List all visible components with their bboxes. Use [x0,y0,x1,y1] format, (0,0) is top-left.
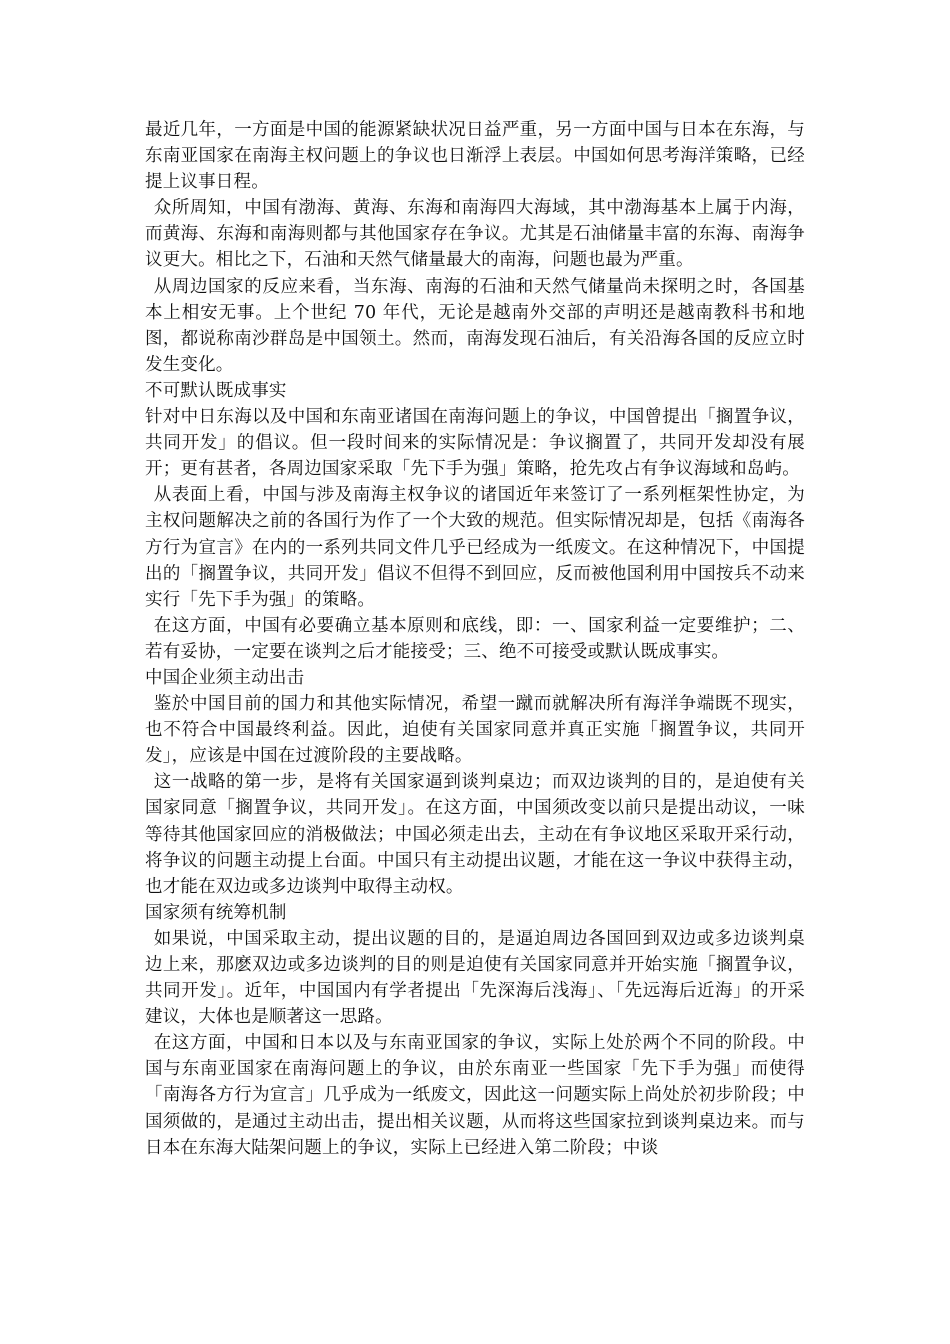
paragraph-3: 从周边国家的反应来看，当东海、南海的石油和天然气储量尚未探明之时，各国基本上相安无事。上个世纪 70 年代，无论是越南外交部的声明还是越南教科书和地图，都说称南沙群岛是中国领土。然而，南海发现石油后，有关沿海各国的反应立时发生变化。 [145,276,805,375]
paragraph-5: 从表面上看，中国与涉及南海主权争议的诸国近年来签订了一系列框架性协定，为主权问题解决之前的各国行为作了一个大致的规范。但实际情况却是，包括《南海各方行为宣言》在内的一系列共同文件几乎已经成为一纸废文。在这种情况下，中国提出的「搁置争议，共同开发」倡议不但得不到回应，反而被他国利用中国按兵不动来实行「先下手为强」的策略。 [145,485,805,610]
paragraph-7: 鉴於中国目前的国力和其他实际情况，希望一蹴而就解决所有海洋争端既不现实，也不符合中国最终利益。因此，迫使有关国家同意并真正实施「搁置争议，共同开发」，应该是中国在过渡阶段的主要战略。 [145,694,805,767]
document-page [145,117,805,1161]
paragraph-10: 在这方面，中国和日本以及与东南亚国家的争议，实际上处於两个不同的阶段。中国与东南亚国家在南海问题上的争议，由於东南亚一些国家「先下手为强」而使得「南海各方行为宣言」几乎成为一纸废文，因此这一问题实际上尚处於初步阶段；中国须做的，是通过主动出击，提出相关议题，从而将这些国家拉到谈判桌边来。而与日本在东海大陆架问题上的争议，实际上已经进入第二阶段；中谈 [145,1033,805,1158]
paragraph-2: 众所周知，中国有渤海、黄海、东海和南海四大海域，其中渤海基本上属于内海，而黄海、东海和南海则都与其他国家存在争议。尤其是石油储量丰富的东海、南海争议更大。相比之下，石油和天然气储量最大的南海，问题也最为严重。 [145,198,805,271]
paragraph-1: 最近几年，一方面是中国的能源紧缺状况日益严重，另一方面中国与日本在东海，与东南亚国家在南海主权问题上的争议也日渐浮上表层。中国如何思考海洋策略，已经提上议事日程。 [145,120,805,193]
paragraph-8: 这一战略的第一步，是将有关国家逼到谈判桌边；而双边谈判的目的，是迫使有关国家同意「搁置争议，共同开发」。在这方面，中国须改变以前只是提出动议，一味等待其他国家回应的消极做法；中国必须走出去，主动在有争议地区采取开采行动，将争议的问题主动提上台面。中国只有主动提出议题，才能在这一争议中获得主动，也才能在双边或多边谈判中取得主动权。 [145,772,805,897]
paragraph-6: 在这方面，中国有必要确立基本原则和底线，即：一、国家利益一定要维护；二、若有妥协，一定要在谈判之后才能接受；三、绝不可接受或默认既成事实。 [145,615,805,662]
section-heading-2: 中国企业须主动出击 [145,667,305,688]
section-heading-3: 国家须有统筹机制 [145,902,287,923]
paragraph-4: 针对中日东海以及中国和东南亚诸国在南海问题上的争议，中国曾提出「搁置争议，共同开发」的倡议。但一段时间来的实际情况是：争议搁置了，共同开发却没有展开；更有甚者，各周边国家采取「先下手为强」策略，抢先攻占有争议海域和岛屿。 [145,407,805,480]
paragraph-9: 如果说，中国采取主动，提出议题的目的，是逼迫周边各国回到双边或多边谈判桌边上来，那麽双边或多边谈判的目的则是迫使有关国家同意并开始实施「搁置争议，共同开发」。近年，中国国内有学者提出「先深海后浅海」、「先远海后近海」的开采建议，大体也是顺著这一思路。 [145,928,805,1028]
section-heading-1: 不可默认既成事实 [145,380,287,401]
